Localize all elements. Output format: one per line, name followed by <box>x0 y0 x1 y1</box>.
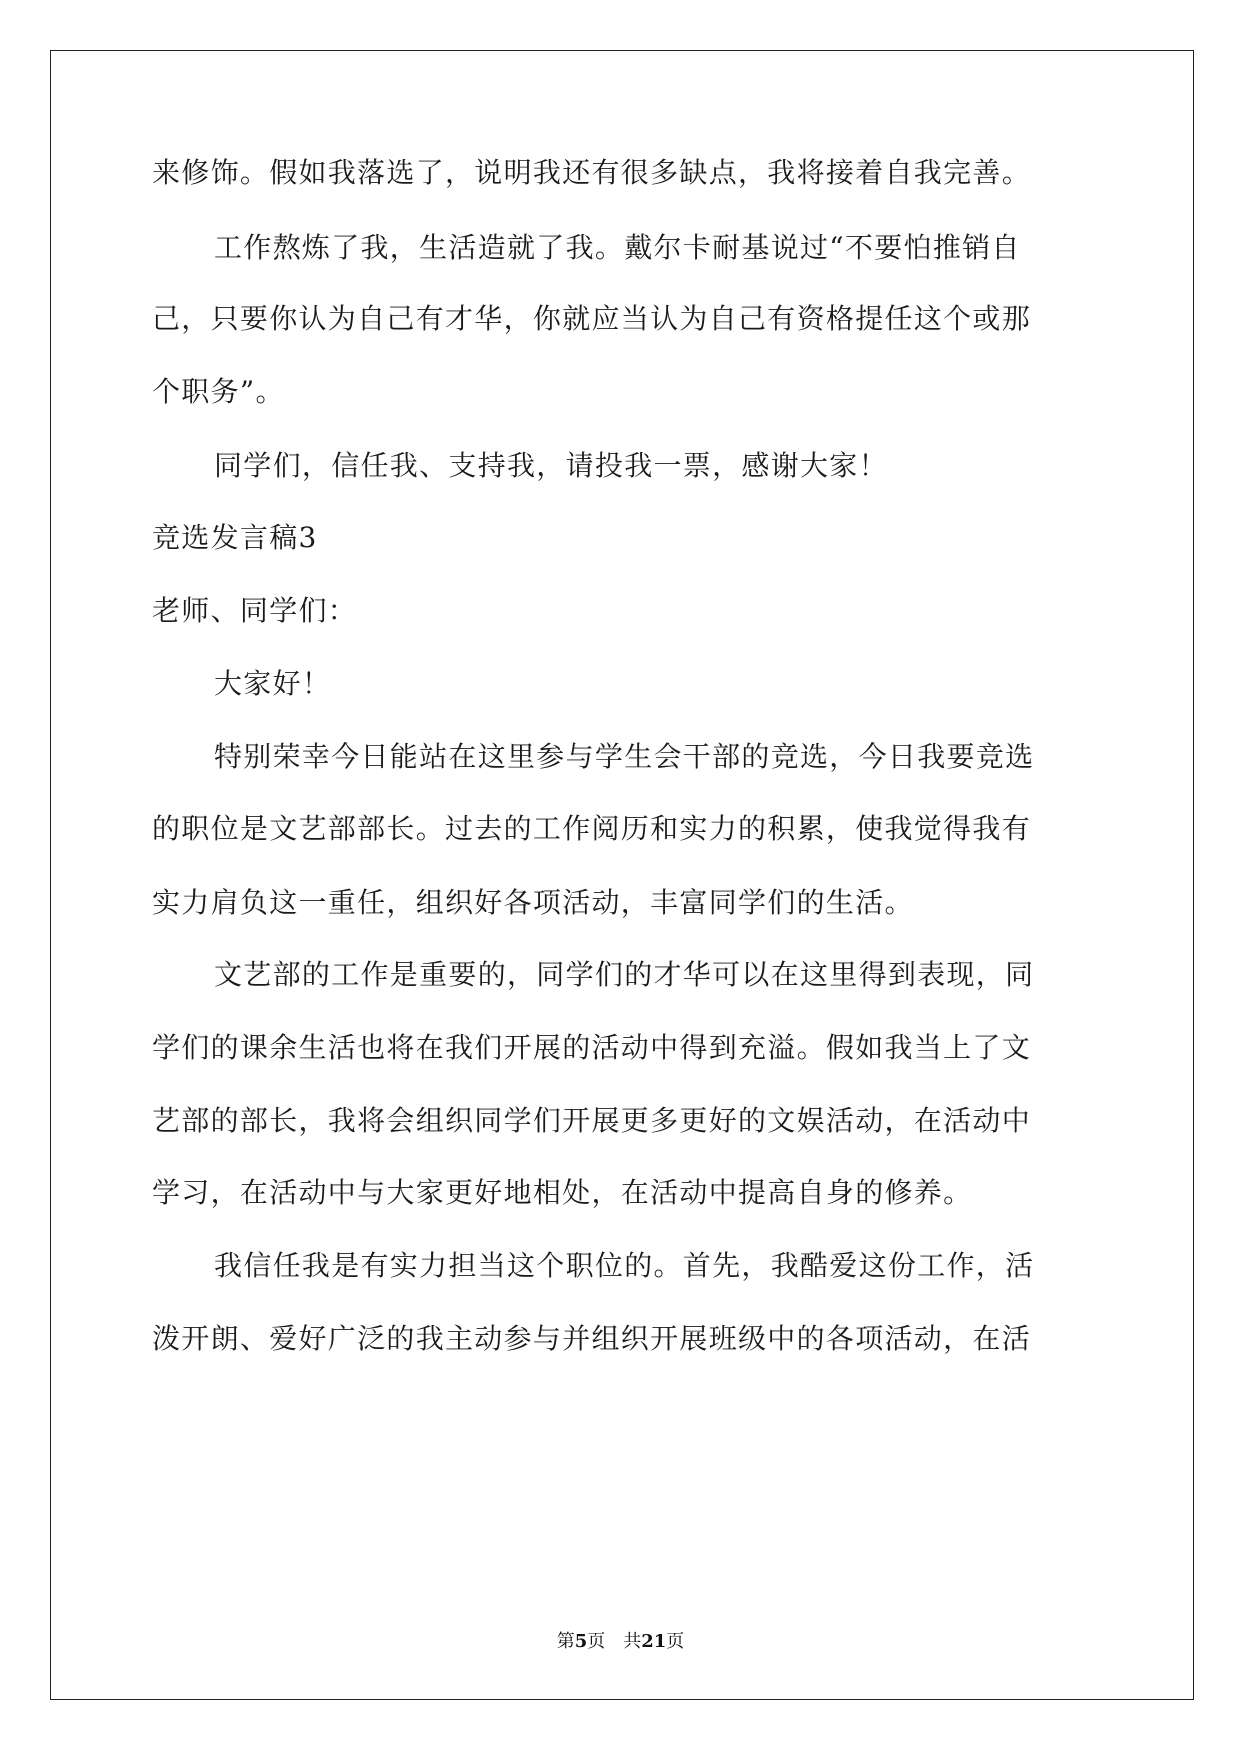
text-line: 己，只要你认为自己有才华，你就应当认为自己有资格提任这个或那 <box>152 302 1032 335</box>
current-page-number: 5 <box>574 1631 588 1652</box>
text-line: 同学们，信任我、支持我，请投我一票，感谢大家！ <box>214 449 888 482</box>
text-line: 艺部的部长，我将会组织同学们开展更多更好的文娱活动，在活动中 <box>152 1104 1032 1137</box>
page-border <box>50 50 1194 1700</box>
footer-suffix: 页 <box>666 1631 685 1652</box>
text-line: 特别荣幸今日能站在这里参与学生会干部的竞选，今日我要竞选 <box>214 740 1035 773</box>
text-line: 的职位是文艺部部长。过去的工作阅历和实力的积累，使我觉得我有 <box>152 812 1032 845</box>
text-line: 文艺部的工作是重要的，同学们的才华可以在这里得到表现，同 <box>214 958 1035 991</box>
salutation: 老师、同学们： <box>152 594 358 627</box>
section-heading: 竞选发言稿3 <box>152 521 318 554</box>
text-line: 个职务”。 <box>152 375 285 408</box>
footer-middle: 页 共 <box>587 1631 642 1652</box>
text-line: 来修饰。假如我落选了，说明我还有很多缺点，我将接着自我完善。 <box>152 156 1032 189</box>
text-line: 实力肩负这一重任，组织好各项活动，丰富同学们的生活。 <box>152 886 914 919</box>
text-line: 工作熬炼了我，生活造就了我。戴尔卡耐基说过“不要怕推销自 <box>214 231 1021 264</box>
text-line: 我信任我是有实力担当这个职位的。首先，我酷爱这份工作，活 <box>214 1249 1035 1282</box>
text-line: 学习，在活动中与大家更好地相处，在活动中提高自身的修养。 <box>152 1176 973 1209</box>
greeting: 大家好！ <box>214 667 332 700</box>
footer-prefix: 第 <box>556 1631 575 1652</box>
text-line: 泼开朗、爱好广泛的我主动参与并组织开展班级中的各项活动，在活 <box>152 1322 1032 1355</box>
text-line: 学们的课余生活也将在我们开展的活动中得到充溢。假如我当上了文 <box>152 1031 1032 1064</box>
page-number-footer <box>0 1630 1241 1654</box>
total-pages-number: 21 <box>641 1631 667 1652</box>
